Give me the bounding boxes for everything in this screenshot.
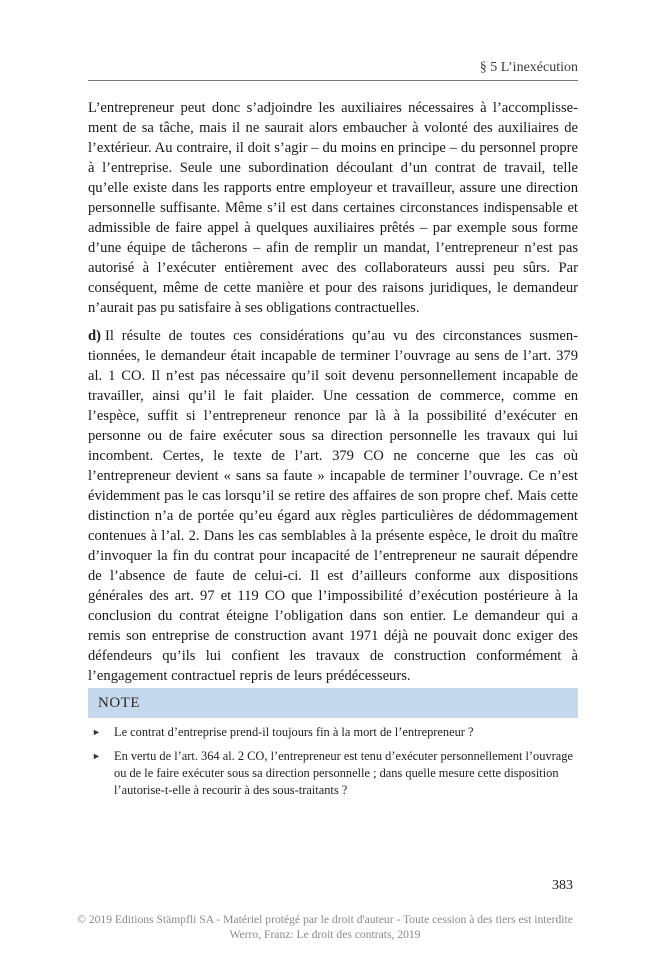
paragraph-1: L’entrepreneur peut donc s’adjoindre les auxiliaires nécessaires à l’accomplissement de sa tâche, mais il ne saurait alors embaucher à volonté des auxiliaires de l’extérieur. Au contraire, il doit s’agir – du moins en principe – du personnel propre à l’entreprise. Seule une subordination découlant d’un contrat de travail, telle qu’elle existe dans les rapports entre employeur et travailleur, assure une direction personnelle suffisante. Même s’il est dans certaines circonstances indispensable et admissible de faire appel à quelques auxiliaires prêtés – par exemple sous forme d’une équipe de tâcherons – afin de remplir un mandat, l’entrepreneur n’est pas autorisé à l’exécuter entièrement avec des collaborateurs aussi peu sûrs. Par conséquent, même de cette manière et pour des raisons juridiques, le demandeur n’aurait pas pu satisfaire à ses obligations contractuelles. bbox=[88, 100, 578, 316]
page-number: 383 bbox=[552, 878, 573, 893]
paragraph-2-text: Il résulte de toutes ces considérations qu’au vu des circonstances susmentionnées, le demandeur était incapable de terminer l’ouvrage au sens de l’art. 379 al. 1 CO. Il n’est pas nécessaire qu’il soit devenu personnellement incapable de travailler, ainsi qu’il le fait plaider. Une cessation de commerce, comme en l’espèce, suffit si l’entrepreneur renonce par là à la possibilité d’exécuter en personne ou de faire exécuter sous sa direction personnelle les travaux qui lui incombent. Certes, le texte de l’art. 379 CO ne concerne que les cas où l’entrepreneur devient « sans sa faute » incapable de terminer l’ouvrage. Ce n’est évidemment pas le cas lorsqu’il se retire des affaires de son propre chef. Mais cette distinction n’a de portée qu’eu égard aux règles particulières de dédommagement contenues à l’al. 2. Dans les cas semblables à la présente espèce, le droit du maître d’invoquer la fin du contrat pour incapacité de l’entrepreneur ne saurait dépendre de l’absence de faute de celui-ci. Il est d’ailleurs conforme aux dispositions générales des art. 97 et 119 CO que l’impossibilité d’exécution postérieure à la conclusion du contrat éteigne l’obligation dans son entier. Le demandeur qui a remis son entreprise de construction avant 1971 déjà ne pouvait donc exiger des défendeurs qu’ils lui confient les travaux de construction conformément à l’engagement contractuel repris de leurs prédécesseurs. bbox=[88, 328, 578, 684]
note-list bbox=[92, 724, 576, 806]
paragraph-2 bbox=[88, 326, 578, 686]
note-box-title: NOTE bbox=[88, 688, 578, 718]
bullet-arrow-icon: ► bbox=[92, 751, 101, 761]
note-item bbox=[92, 748, 576, 799]
footer-copyright: © 2019 Editions Stämpfli SA - Matériel protégé par le droit d'auteur - Toute cession à des tiers est interdite bbox=[77, 913, 573, 926]
running-header: § 5 L’inexécution bbox=[479, 60, 578, 75]
bullet-arrow-icon: ► bbox=[92, 727, 101, 737]
footer bbox=[0, 912, 650, 942]
note-item-text: En vertu de l’art. 364 al. 2 CO, l’entrepreneur est tenu d’exécuter personnellement l’ouvrage ou de le faire exécuter sous sa direction personnelle ; dans quelle mesure cette disposition l’autorise-t-elle à recourir à des sous-traitants ? bbox=[114, 749, 573, 797]
paragraph-2-lead: d) bbox=[88, 328, 101, 344]
header-rule bbox=[88, 80, 578, 81]
note-item bbox=[92, 724, 576, 741]
note-item-text: Le contrat d’entreprise prend-il toujours fin à la mort de l’entrepreneur ? bbox=[114, 725, 474, 739]
footer-citation: Werro, Franz: Le droit des contrats, 2019 bbox=[229, 928, 421, 941]
body-text bbox=[88, 98, 578, 694]
